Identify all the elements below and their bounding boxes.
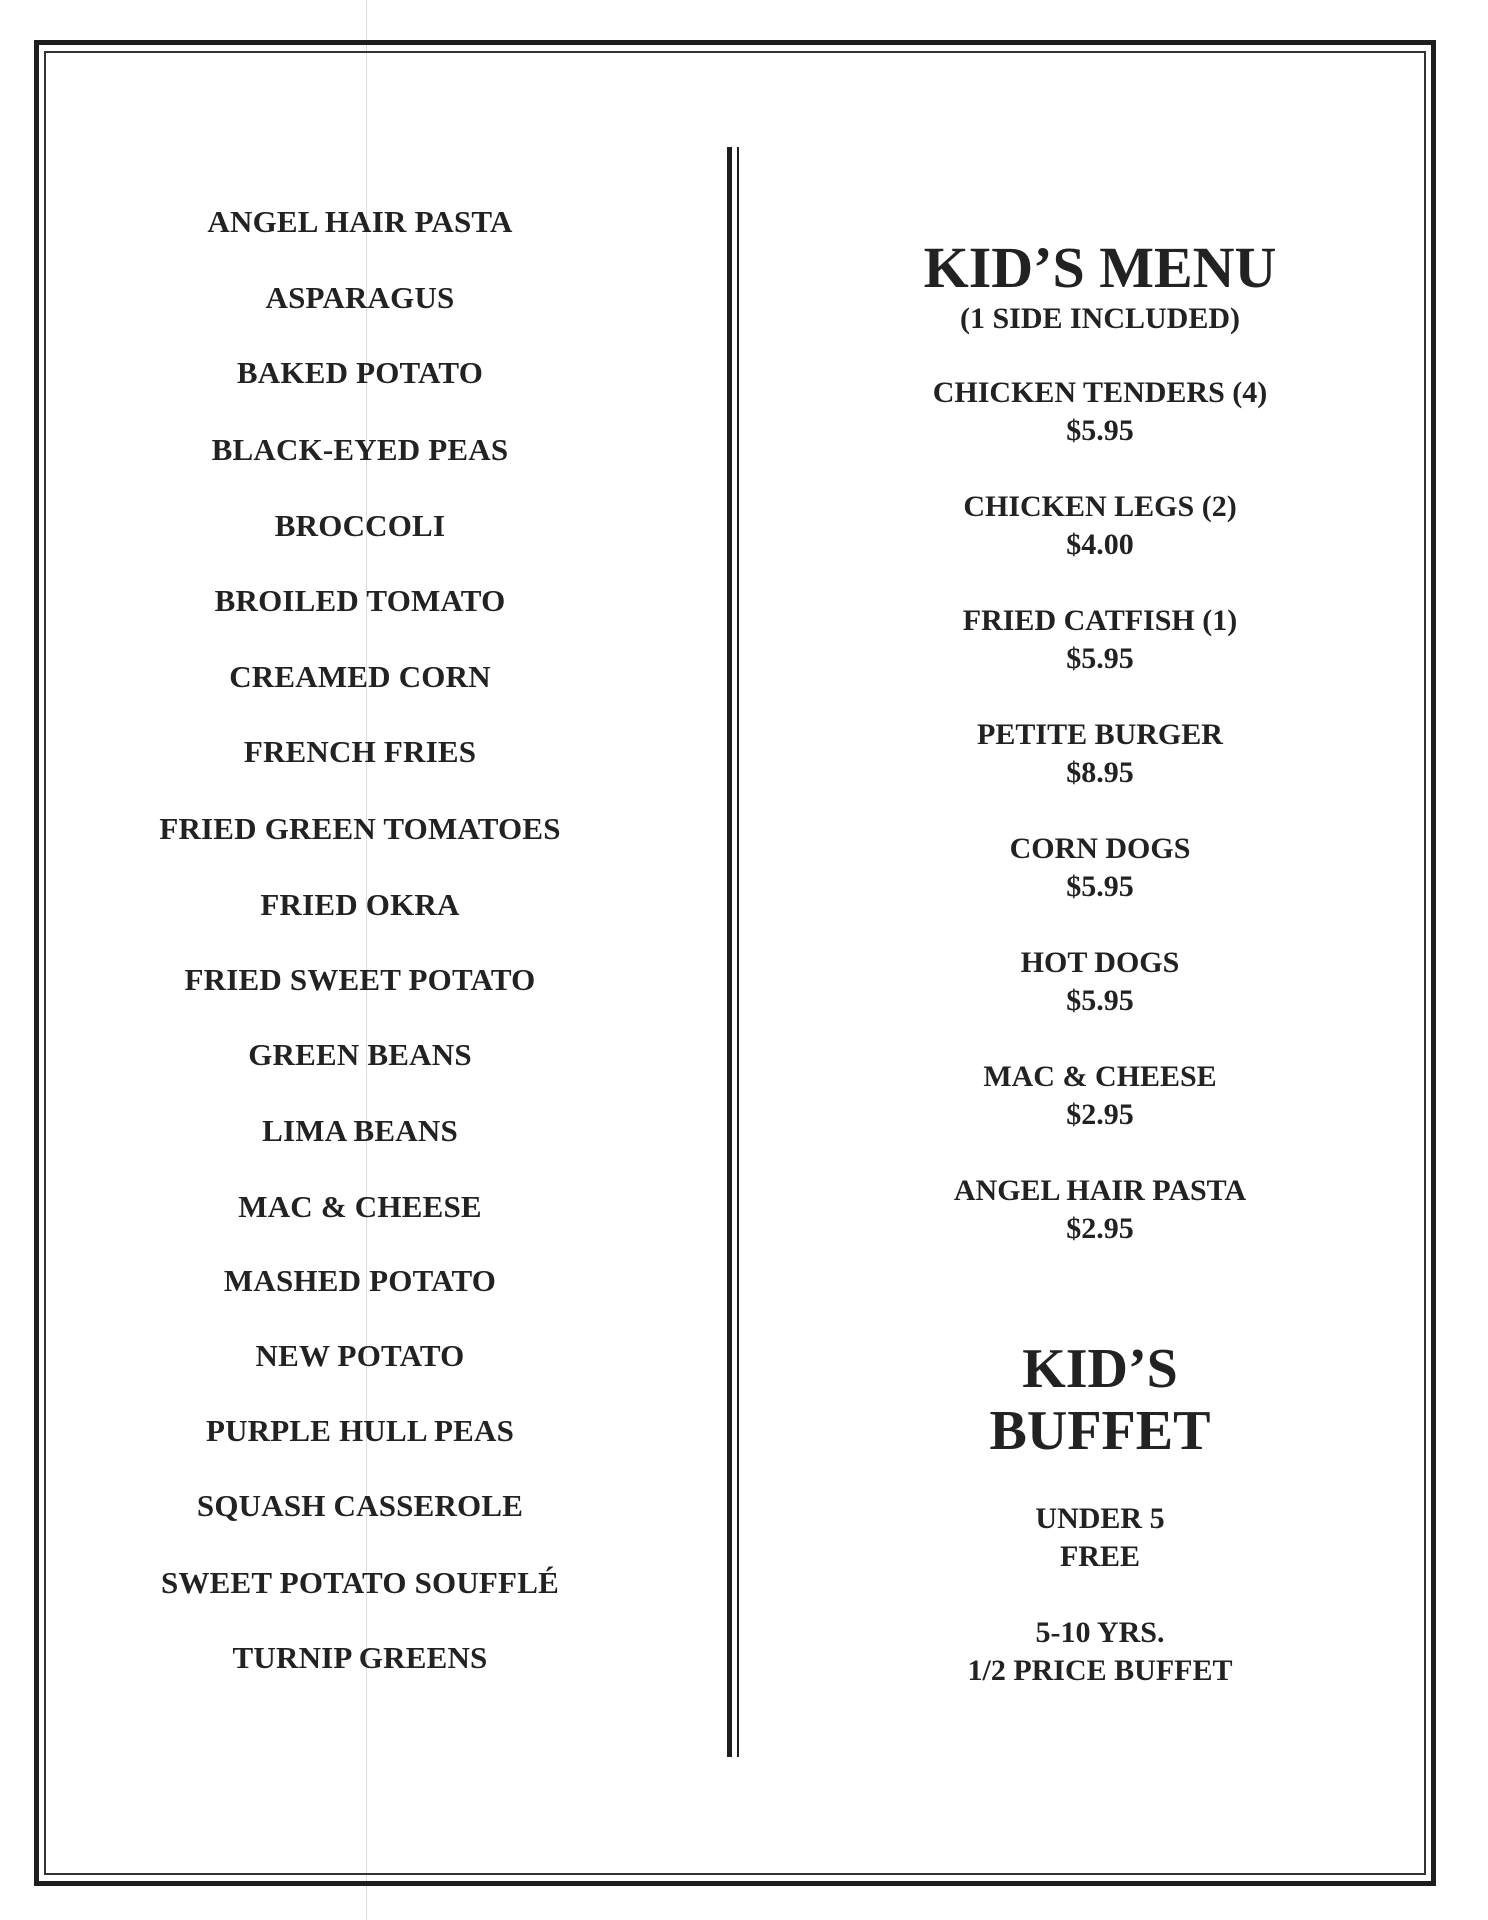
age-range-price: 1/2 PRICE BUFFET [967,1654,1233,1687]
column-divider-thin [737,147,739,1757]
kids-buffet-title [820,1338,1380,1462]
kids-menu-item [820,830,1380,906]
sides-list [90,0,630,1920]
age-range-label: 5-10 YRS. [1035,1616,1165,1649]
kids-menu-title: KID’S MENU [923,235,1277,300]
item-name: FRIED CATFISH (1) [962,604,1238,637]
side-item: FRIED OKRA [260,887,460,922]
item-price: $5.95 [1066,984,1134,1017]
under5-label: UNDER 5 [1035,1502,1165,1535]
item-name: ANGEL HAIR PASTA [953,1174,1247,1207]
column-divider-thick [727,147,732,1757]
side-item: ASPARAGUS [265,280,455,315]
side-item: NEW POTATO [255,1338,465,1373]
side-item: ANGEL HAIR PASTA [207,204,513,239]
side-item: FRIED GREEN TOMATOES [159,811,561,846]
side-item: LIMA BEANS [262,1113,458,1148]
side-item: SWEET POTATO SOUFFLÉ [161,1565,559,1600]
item-price: $5.95 [1066,414,1134,447]
kids-menu-item [820,1172,1380,1248]
side-item: BAKED POTATO [236,355,484,390]
item-name: PETITE BURGER [977,718,1223,751]
kids-section [820,0,1380,1920]
side-item: BROILED TOMATO [214,583,506,618]
buffet-age-range [820,1614,1380,1690]
kids-menu-item [820,602,1380,678]
item-price: $2.95 [1066,1212,1134,1245]
side-item: FRIED SWEET POTATO [184,962,536,997]
item-price: $5.95 [1066,642,1134,675]
item-price: $5.95 [1066,870,1134,903]
kids-buffet-title-line2: BUFFET [989,1400,1211,1462]
kids-menu-subtitle: (1 SIDE INCLUDED) [959,302,1241,335]
side-item: BLACK-EYED PEAS [211,432,509,467]
item-name: MAC & CHEESE [983,1060,1217,1093]
side-item: BROCCOLI [274,508,446,543]
item-name: CHICKEN TENDERS (4) [932,376,1268,409]
under5-price: FREE [1059,1540,1140,1573]
kids-menu-item [820,1058,1380,1134]
side-item: FRENCH FRIES [243,734,477,769]
side-item: TURNIP GREENS [232,1640,488,1675]
side-item: CREAMED CORN [229,659,491,694]
item-price: $8.95 [1066,756,1134,789]
kids-menu-item [820,944,1380,1020]
side-item: GREEN BEANS [248,1037,472,1072]
kids-menu-item [820,716,1380,792]
side-item: MASHED POTATO [223,1263,497,1298]
side-item: MAC & CHEESE [238,1189,482,1224]
kids-buffet-title-line1: KID’S [1022,1338,1178,1400]
kids-menu-item [820,488,1380,564]
side-item: PURPLE HULL PEAS [205,1413,515,1448]
item-name: HOT DOGS [1020,946,1180,979]
kids-menu-item [820,374,1380,450]
item-price: $2.95 [1066,1098,1134,1131]
item-name: CHICKEN LEGS (2) [963,490,1237,523]
side-item: SQUASH CASSEROLE [196,1488,524,1523]
item-name: CORN DOGS [1009,832,1191,865]
buffet-under5 [820,1500,1380,1576]
item-price: $4.00 [1066,528,1134,561]
